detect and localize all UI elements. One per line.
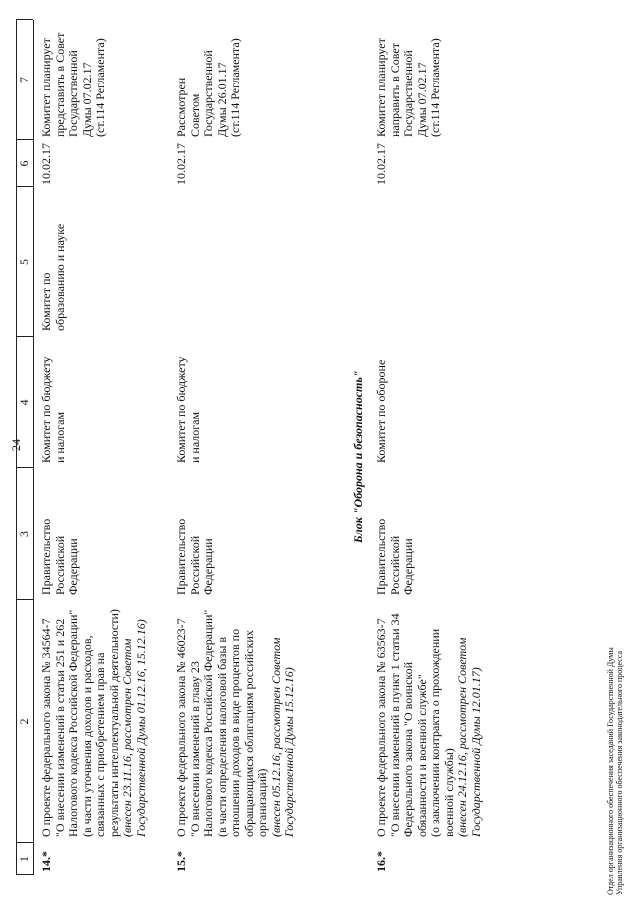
co-committee-line: Комитет по: [39, 272, 53, 331]
decision-line: (ст.114 Регламента): [428, 38, 442, 137]
decision-line: (ст.114 Регламента): [93, 38, 107, 137]
initiator-line: Федерации: [401, 538, 415, 595]
initiator: [175, 519, 216, 595]
bill-note-line: Государственной Думы 01.12.16, 15.12.16): [133, 619, 148, 837]
bill-note-line: (внесен 05.12.16, рассмотрен Советом: [268, 637, 283, 837]
date: 10.02.17: [174, 143, 188, 185]
bill-description: [40, 609, 148, 837]
bill-title-line: "О внесении изменений в главу 23: [187, 661, 202, 837]
co-committee-line: образованию и науке: [52, 223, 67, 331]
footer-line: Управления организационного обеспечения законодательного процесса: [615, 650, 624, 895]
column-number: 3: [17, 531, 31, 537]
initiator-line: Российской: [52, 535, 67, 595]
bill-title-line: (в части определения налоговой базы в: [214, 636, 229, 837]
decision-line: направить в Совет: [387, 43, 402, 137]
footer-line: Отдел организационного обеспечения заседаний Государственной Думы: [606, 647, 615, 895]
bill-description: [175, 610, 297, 837]
bill-title-line: Налогового кодекса Российской Федерации": [66, 609, 80, 837]
column-number: 2: [17, 718, 31, 725]
bill-title-line: О проекте федерального закона № 46023-7: [174, 618, 188, 837]
decision-line: Рассмотрен: [174, 77, 188, 137]
bill-title-line: (в части уточнения доходов и расходов,: [79, 635, 94, 837]
committee-line: и налогам: [187, 411, 202, 463]
page-number: 24: [9, 439, 23, 451]
row-number: 15.*: [174, 851, 188, 872]
decision-line: Государственной: [66, 50, 80, 137]
committee-line: и налогам: [52, 411, 67, 463]
bill-description: [375, 613, 483, 837]
initiator-line: Российской: [187, 535, 202, 595]
column-number: 6: [17, 160, 31, 167]
initiator-line: Российской: [387, 535, 402, 595]
table-header-bottom-rule: [33, 20, 34, 875]
decision: [40, 33, 108, 137]
initiator-line: Федерации: [201, 538, 215, 595]
initiator-line: Правительство: [39, 518, 53, 595]
section-heading: Блок "Оборона и безопасность": [351, 370, 365, 543]
date: 10.02.17: [374, 143, 388, 185]
bill-title-line: результаты интеллектуальной деятельности): [106, 609, 121, 837]
committee-line: Комитет по бюджету: [39, 356, 53, 463]
responsible-committee: [175, 356, 202, 463]
bill-note-line: Государственной Думы 15.12.16): [282, 667, 296, 837]
decision-line: Комитет планирует: [374, 38, 388, 137]
bill-title-line: отношении доходов в виде процентов по: [228, 628, 242, 837]
table-header-top-rule: [16, 20, 17, 875]
bill-title-line: обращающимся облигациям российских: [241, 630, 256, 837]
decision-line: (ст.114 Регламента): [228, 38, 242, 137]
initiator-line: Правительство: [374, 518, 388, 595]
decision-line: Думы 07.02.17: [79, 62, 94, 137]
bill-note-line: (внесен 23.11.16, рассмотрен Советом: [120, 638, 134, 837]
committee-line: Комитет по бюджету: [174, 356, 188, 463]
decision: [175, 38, 243, 137]
initiator-line: Федерации: [66, 538, 80, 595]
bill-title-line: О проекте федерального закона № 63563-7: [374, 618, 388, 837]
bill-note-line: (внесен 24.12.16, рассмотрен Советом: [455, 637, 469, 837]
responsible-committee: [375, 360, 389, 463]
column-number: 5: [17, 259, 31, 265]
row-number: 14.*: [39, 851, 53, 872]
initiator-line: Правительство: [174, 518, 188, 595]
row-number: 16.*: [374, 851, 388, 872]
bill-title-line: военной службы): [441, 748, 456, 837]
column-number: 1: [17, 856, 31, 862]
bill-title-line: организаций): [255, 768, 269, 837]
bill-title-line: О проекте федерального закона № 34564-7: [39, 618, 53, 837]
initiator: [375, 519, 416, 595]
decision-line: Комитет планирует: [39, 38, 53, 137]
decision-line: Думы 26.01.17: [214, 62, 229, 137]
committee-line: Комитет по обороне: [374, 359, 388, 463]
bill-title-line: связанных с приобретением прав на: [93, 652, 107, 837]
bill-title-line: (о заключении контракта о прохождении: [428, 628, 442, 837]
responsible-committee: [40, 356, 67, 463]
initiator: [40, 519, 81, 595]
decision-line: представить в Совет: [52, 32, 67, 137]
column-number: 4: [17, 399, 31, 406]
decision-line: Государственной: [401, 50, 415, 137]
date: 10.02.17: [39, 143, 53, 185]
bill-title-line: Налогового кодекса Российской Федерации": [201, 609, 215, 837]
bill-note-line: Государственной Думы 12.01.17): [468, 667, 483, 837]
decision-line: Государственной: [201, 50, 215, 137]
decision-line: Думы 07.02.17: [414, 62, 429, 137]
column-number: 7: [17, 77, 31, 83]
footer: [606, 647, 624, 895]
co-committee: [40, 224, 67, 331]
bill-title-line: обязанности и военной службе": [414, 674, 429, 837]
bill-title-line: Федерального закона "О воинской: [401, 661, 415, 837]
decision-line: Советом: [187, 93, 202, 137]
bill-title-line: "О внесении изменений в статьи 251 и 262: [52, 618, 67, 837]
bill-title-line: "О внесении изменений в пункт 1 статьи 34: [387, 613, 402, 837]
decision: [375, 38, 443, 137]
